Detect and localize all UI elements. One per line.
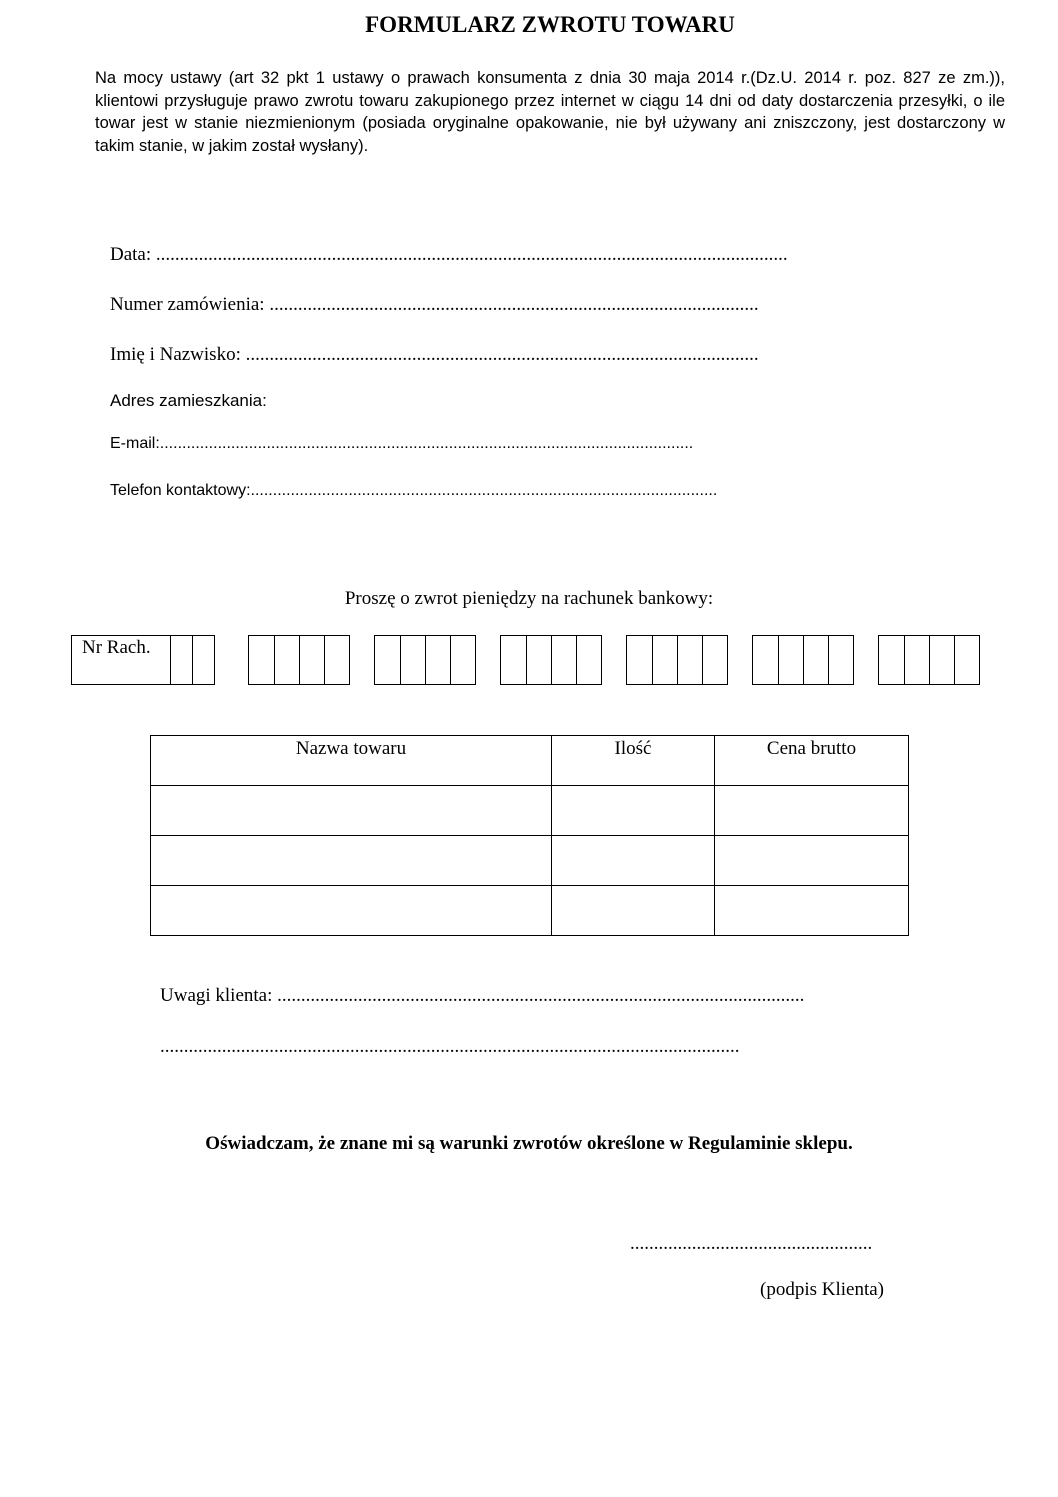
table-header-row	[151, 736, 909, 786]
address-label: Adres zamieszkania:	[110, 391, 267, 410]
order-number-field[interactable]: Numer zamówienia: .......................................................................................................	[110, 294, 759, 315]
table-cell[interactable]	[552, 836, 715, 886]
terms-statement: Oświadczam, że znane mi są warunki zwrotów określone w Regulaminie sklepu.	[205, 1133, 853, 1154]
account-digit-box[interactable]	[192, 636, 193, 684]
column-header-quantity: Ilość	[552, 736, 715, 786]
table-row	[151, 836, 909, 886]
table-cell[interactable]	[715, 836, 909, 886]
table-cell[interactable]	[715, 786, 909, 836]
table-cell[interactable]	[151, 836, 552, 886]
form-title: FORMULARZ ZWROTU TOWARU	[365, 12, 735, 37]
table-cell[interactable]	[552, 786, 715, 836]
table-row	[151, 886, 909, 936]
account-label: Nr Rach.	[82, 637, 151, 658]
full-name-field[interactable]: Imię i Nazwisko: ............................................................................................................	[110, 344, 759, 365]
goods-table	[150, 735, 909, 936]
table-row	[151, 786, 909, 836]
phone-field[interactable]: Telefon kontaktowy:.........................................................................................................	[110, 482, 718, 499]
email-field[interactable]: E-mail:........................................................................................................................	[110, 435, 694, 452]
account-group-5[interactable]	[626, 635, 728, 685]
remarks-continuation-line[interactable]: ..........................................................................................................................	[160, 1036, 740, 1057]
table-cell[interactable]	[151, 886, 552, 936]
column-header-price: Cena brutto	[715, 736, 909, 786]
table-cell[interactable]	[552, 886, 715, 936]
remarks-field[interactable]: Uwagi klienta: ...............................................................................................................	[160, 985, 805, 1006]
table-cell[interactable]	[715, 886, 909, 936]
signature-label: (podpis Klienta)	[760, 1279, 885, 1300]
signature-line[interactable]: ...................................................	[630, 1233, 873, 1254]
refund-heading: Proszę o zwrot pieniędzy na rachunek bankowy:	[344, 588, 714, 609]
column-header-name: Nazwa towaru	[151, 736, 552, 786]
intro-paragraph: Na mocy ustawy (art 32 pkt 1 ustawy o prawach konsumenta z dnia 30 maja 2014 r.(Dz.U. 2014 r. poz. 827 ze zm.)), klientowi przysługuje prawo zwrotu towaru zakupionego przez internet w ciągu 14 dni od daty dostarczenia przesyłki, o ile towar jest w stanie niezmienionym (posiada oryginalne opakowanie, nie był używany ani zniszczony, jest dostarczony w takim stanie, w jakim został wysłany).	[95, 69, 1005, 155]
account-digit-box[interactable]	[170, 636, 171, 684]
account-group-6[interactable]	[752, 635, 854, 685]
account-group-3[interactable]	[374, 635, 476, 685]
account-group-7[interactable]	[878, 635, 980, 685]
account-group-4[interactable]	[500, 635, 602, 685]
table-cell[interactable]	[151, 786, 552, 836]
account-group-2[interactable]	[248, 635, 350, 685]
date-field[interactable]: Data: .....................................................................................................................................	[110, 244, 788, 265]
